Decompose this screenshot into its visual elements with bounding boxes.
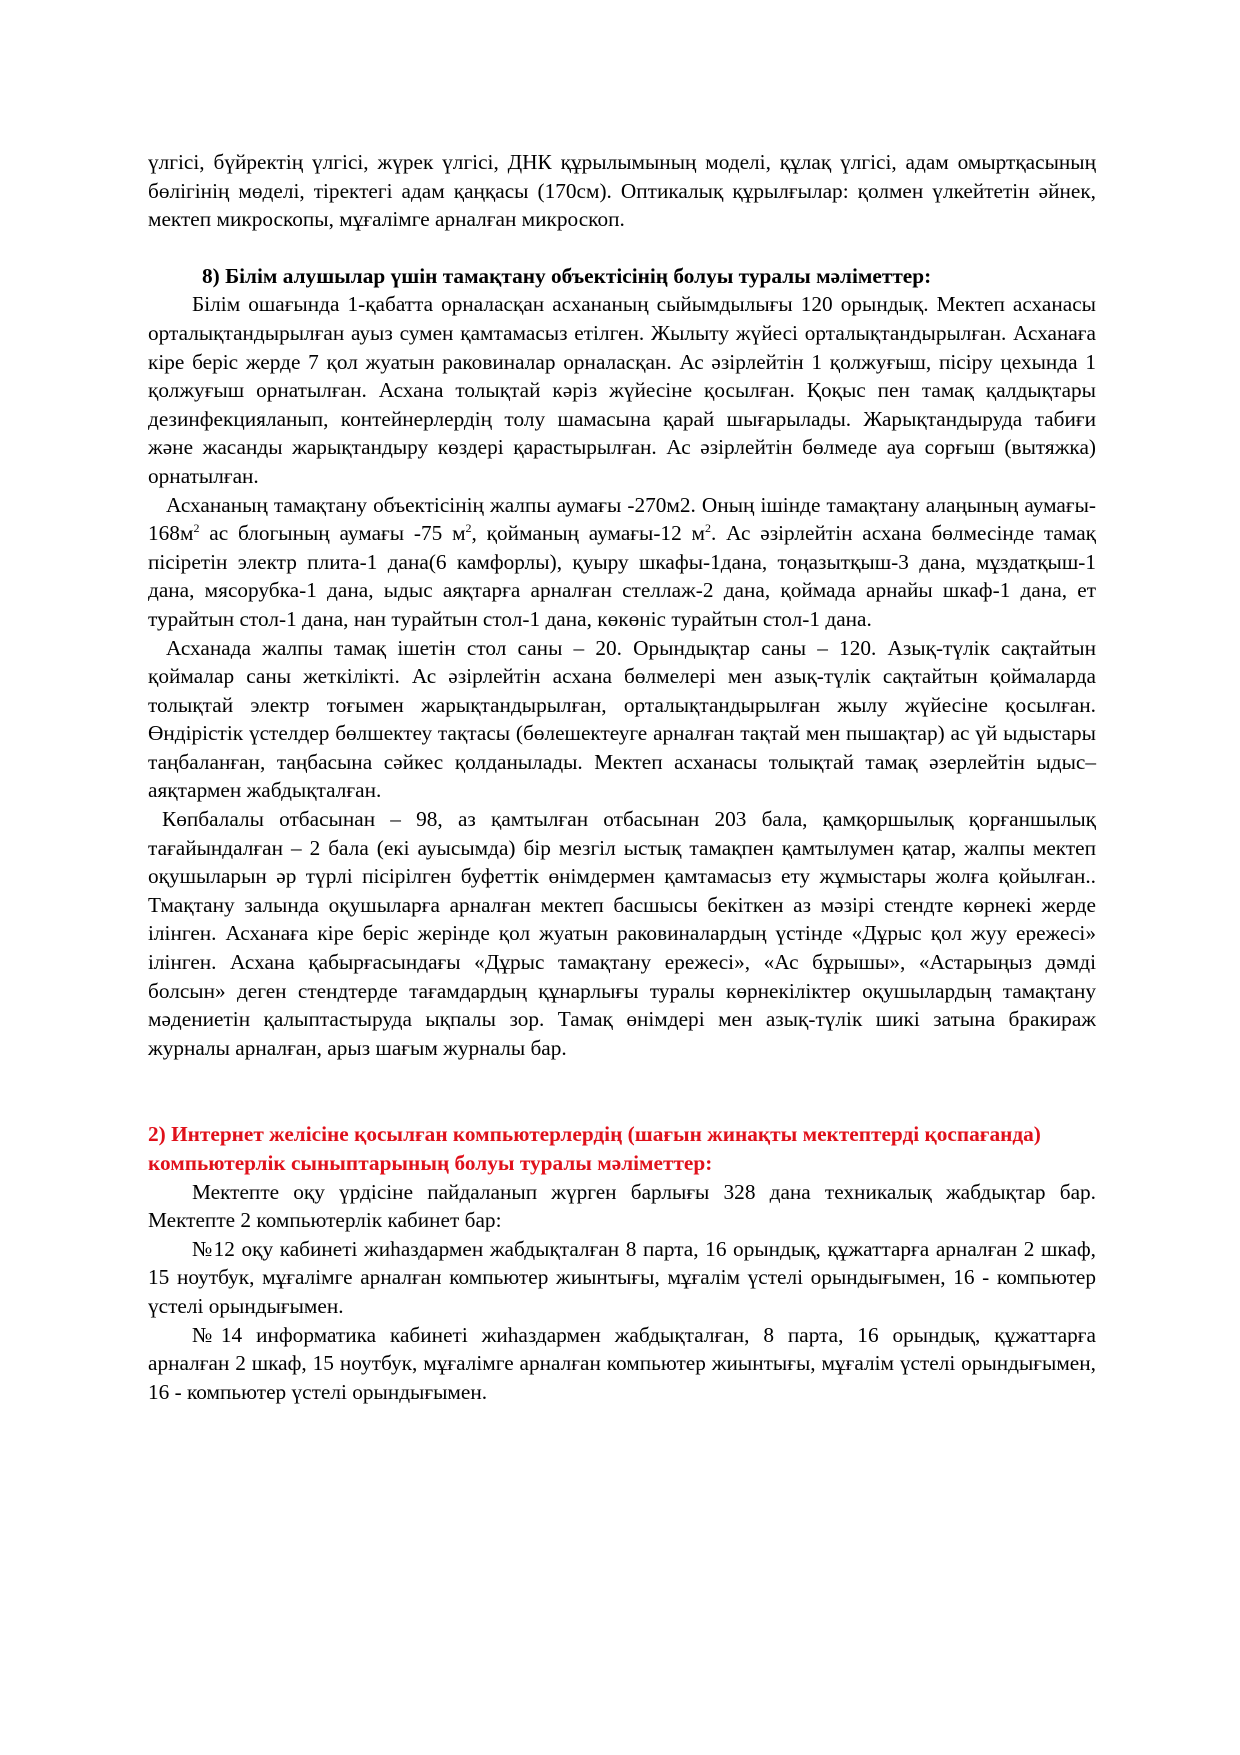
area-text-2: ас блогының аумағы -75 м bbox=[199, 521, 466, 546]
area-text-3: , қойманың аумағы-12 м bbox=[471, 521, 706, 546]
section-2-paragraph-2: №12 оқу кабинеті жиhаздармен жабдықталған 8 парта, 16 орындық, құжаттарға арналған 2 шкаф, 15 ноутбук, мұғалімге арналған компьютер жиынтығы, мұғалім үстелі орындығымен, 16 - компьютер үстелі орындығымен. bbox=[148, 1236, 1096, 1318]
section-2-paragraph-1: Мектепте оқу үрдісіне пайдаланып жүрген барлығы 328 дана техникалық жабдықтар бар. Мектепте 2 компьютерлік кабинет бар: bbox=[148, 1179, 1096, 1233]
section-2-paragraph-3: №14 информатика кабинеті жиhаздармен жабдықталған, 8 парта, 16 орындық, құжаттарға арналған 2 шкаф, 15 ноутбук, мұғалімге арналған компьютер жиынтығы, мұғалім үстелі орындығымен, 16 - компьютер үстелі орындығымен. bbox=[148, 1322, 1096, 1404]
superscript: 2 bbox=[193, 521, 200, 536]
section-8-paragraph-1: Білім ошағында 1-қабатта орналасқан асхананың сыйымдылығы 120 орындық. Мектеп асханасы орталықтандырылған ауыз сумен қамтамасыз етілген. Жылыту жүйесі орталықтандырылған. Асханаға кіре беріс жерде 7 қол жуатын раковиналар орналасқан. Ас әзірлейтін 1 қолжуғыш, пісіру цехында 1 қолжуғыш орнатылған. Асхана толықтай кәріз жүйесіне қосылған. Қоқыс пен тамақ қалдықтары дезинфекцияланып, контейнерлердің толу шамасына қарай шығарылады. Жарықтандыруда табиғи және жасанды жарықтандыру көздері қарастырылған. Ас әзірлейтін бөлмеде ауа сорғыш (вытяжка) орнатылған. bbox=[148, 292, 1096, 488]
area-text-4: . Ас әзірлейтін асхана бөлмесінде тамақ пісіретін электр плита-1 дана(6 камфорлы), қуыру шкафы-1дана, тоңазытқыш-3 дана, мұздатқыш-1 дана, мясорубка-1 дана, ыдыс аяқтарға арналған стеллаж-2 дана, қоймада арнайы шкаф-1 дана, ет турайтын стол-1 дана, нан турайтын стол-1 дана, көкөніс турайтын стол-1 дана. bbox=[148, 521, 1096, 631]
intro-paragraph: үлгісі, бүйректің үлгісі, жүрек үлгісі, ДНК құрылымының моделі, құлақ үлгісі, адам омыртқасының бөлігінің мөделі, тіректегі адам қаңқасы (170см). Оптикалық құрылғылар: қолмен үлкейтетін әйнек, мектеп микроскопы, мұғалімге арналған микроскоп. bbox=[148, 150, 1096, 232]
section-2-heading: 2) Интернет желісіне қосылған компьютерлердің (шағын жинақты мектептерді қоспағанда) компьютерлік сыныптарының болуы туралы мәліметтер: bbox=[148, 1122, 1041, 1175]
section-8-paragraph-3: Асханада жалпы тамақ ішетін стол саны – 20. Орындықтар саны – 120. Азық-түлік сақтайтын қоймалар саны жеткілікті. Ас әзірлейтін асхана бөлмелері мен азық-түлік сақтайтын қоймаларда толықтай электр тоғымен жарықтандырылған, орталықтандырылған жылу жүйесіне қосылған. Өндірістік үстелдер бөлшектеу тақтасы (бөлешектеуге арналған тақтай мен пышақтар) ас үй ыдыстары таңбаланған, таңбасына сәйкес қолданылады. Мектеп асханасы толықтай тамақ әзерлейтін ыдыс– аяқтармен жабдықталған. bbox=[148, 635, 1096, 803]
document-page bbox=[148, 148, 1096, 1406]
superscript: 2 bbox=[465, 521, 472, 536]
area-text-1: Асхананың тамақтану объектісінің жалпы аумағы -270м2. Оның ішінде тамақтану алаңының аумағы- 168м bbox=[148, 492, 1096, 546]
section-8-paragraph-4: Көпбалалы отбасынан – 98, аз қамтылған отбасынан 203 бала, қамқоршылық қорғаншылық тағайындалған – 2 бала (екі ауысымда) бір мезгіл ыстық тамақпен қамтылумен қатар, жалпы мектеп оқушыларын әр түрлі пісірілген буфеттік өнімдермен қамтамасыз ету жұмыстары жолға қойылған.. Тмақтану залында оқушыларға арналған мектеп басшысы бекіткен аз мәзірі стендте көрнекі жерде ілінген. Асханаға кіре беріс жерінде қол жуатын раковиналардың үстінде «Дұрыс қол жуу ережесі» ілінген. Асхана қабырғасындағы «Дұрыс тамақтану ережесі», «Ас бұрышы», «Астарыңыз дәмді болсын» деген стендтерде тағамдардың құнарлығы туралы көрнекіліктер оқушылардың тамақтану мәдениетін қалыптастыруда ықпалы зор. Тамақ өнімдері мен азық-түлік шикі затына бракираж журналы арналған, арыз шағым журналы бар. bbox=[148, 807, 1096, 1060]
superscript: 2 bbox=[705, 521, 712, 536]
section-8-paragraph-2 bbox=[148, 491, 1096, 634]
section-8-heading: 8) Білім алушылар үшін тамақтану объектісінің болуы туралы мәліметтер: bbox=[202, 263, 932, 288]
